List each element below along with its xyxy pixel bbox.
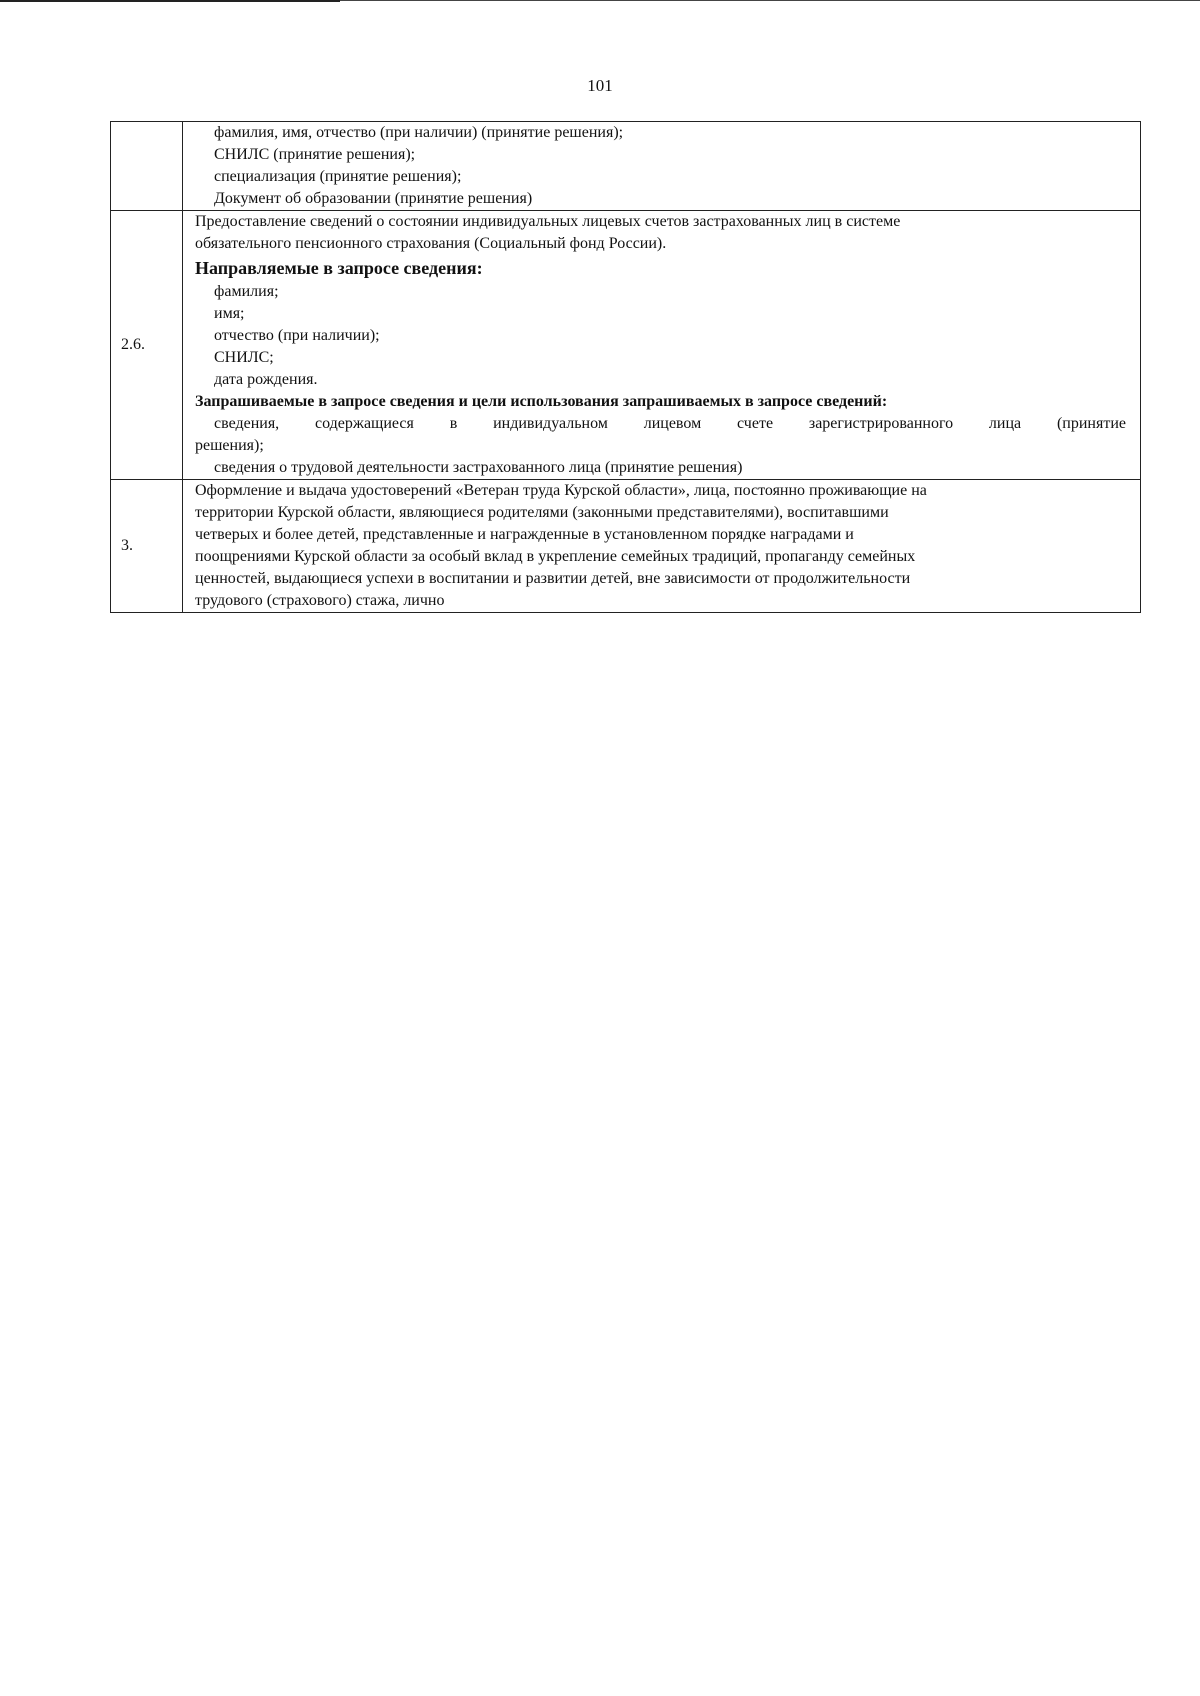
- table-row: [111, 211, 1141, 480]
- list-item: фамилия;: [214, 283, 279, 300]
- paragraph-line: территории Курской области, являющиеся родителями (законными представителями), воспитавшими: [195, 504, 889, 521]
- row-title-line: обязательного пенсионного страхования (Социальный фонд России).: [195, 235, 667, 252]
- row-number-cell: 2.6.: [111, 211, 183, 480]
- table-row: [111, 122, 1141, 211]
- paragraph-line: поощрениями Курской области за особый вклад в укрепление семейных традиций, пропаганду семейных: [195, 548, 916, 565]
- row-content-cell: [183, 122, 1141, 211]
- row-number-cell: 3.: [111, 480, 183, 613]
- list-item: имя;: [214, 305, 245, 322]
- row-content-cell: [183, 211, 1141, 480]
- list-item: сведения о трудовой деятельности застрахованного лица (принятие решения): [214, 459, 743, 476]
- section-heading: Направляемые в запросе сведения:: [195, 258, 483, 278]
- list-item: сведения, содержащиеся в индивидуальном лицевом счете зарегистрированного лица (принятие: [214, 415, 1126, 432]
- paragraph-line: Оформление и выдача удостоверений «Ветеран труда Курской области», лица, постоянно проживающие на: [195, 482, 927, 499]
- list-item: отчество (при наличии);: [214, 327, 380, 344]
- list-item: СНИЛС;: [214, 349, 274, 366]
- scan-top-edge: [0, 0, 340, 2]
- list-item: фамилия, имя, отчество (при наличии) (принятие решения);: [214, 124, 624, 141]
- page-number: 101: [587, 76, 613, 95]
- table-row: [111, 480, 1141, 613]
- row-content-cell: [183, 480, 1141, 613]
- row-number-cell: [111, 122, 183, 211]
- list-item-continuation: решения);: [195, 437, 264, 454]
- paragraph-line: ценностей, выдающиеся успехи в воспитании и развитии детей, вне зависимости от продолжительности: [195, 570, 911, 587]
- list-item: СНИЛС (принятие решения);: [214, 146, 416, 163]
- section-heading: Запрашиваемые в запросе сведения и цели использования запрашиваемых в запросе сведений:: [195, 393, 888, 410]
- paragraph-line: четверых и более детей, представленные и награжденные в установленном порядке наградами и: [195, 526, 854, 543]
- list-item: специализация (принятие решения);: [214, 168, 462, 185]
- paragraph-line: трудового (страхового) стажа, лично: [195, 592, 445, 609]
- scan-top-edge: [340, 0, 1200, 1]
- list-item: дата рождения.: [214, 371, 318, 388]
- services-table: [110, 121, 1141, 613]
- list-item: Документ об образовании (принятие решения): [214, 190, 533, 207]
- row-title-line: Предоставление сведений о состоянии индивидуальных лицевых счетов застрахованных лиц в системе: [195, 213, 901, 230]
